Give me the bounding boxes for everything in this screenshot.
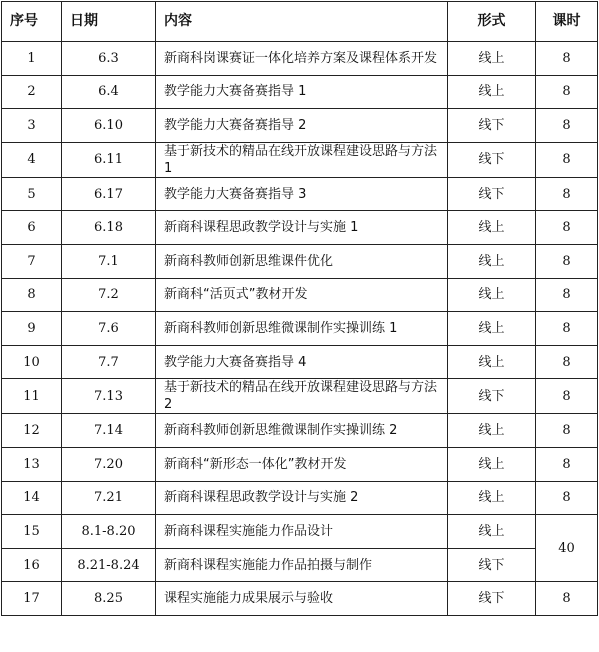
row-hours: 8 <box>536 42 598 76</box>
row-hours: 8 <box>536 312 598 346</box>
header-mode: 形式 <box>448 2 536 42</box>
row-date: 6.11 <box>62 142 156 177</box>
row-date: 8.1-8.20 <box>62 515 156 549</box>
row-date: 8.25 <box>62 582 156 616</box>
table-row <box>2 515 598 549</box>
row-number: 17 <box>2 582 62 616</box>
header-row <box>2 2 598 42</box>
row-date: 7.7 <box>62 345 156 379</box>
row-content: 新商科课程思政教学设计与实施 1 <box>156 211 448 245</box>
row-date: 7.14 <box>62 414 156 448</box>
row-content: 新商科课程实施能力作品拍摄与制作 <box>156 548 448 582</box>
row-hours: 8 <box>536 109 598 143</box>
row-date: 7.21 <box>62 481 156 515</box>
table-row <box>2 211 598 245</box>
row-number: 5 <box>2 177 62 211</box>
row-hours: 8 <box>536 379 598 414</box>
row-content: 新商科教师创新思维微课制作实操训练 2 <box>156 414 448 448</box>
row-content: 新商科课程实施能力作品设计 <box>156 515 448 549</box>
table-row <box>2 75 598 109</box>
row-mode: 线上 <box>448 42 536 76</box>
table-row <box>2 177 598 211</box>
row-mode: 线上 <box>448 278 536 312</box>
header-date: 日期 <box>62 2 156 42</box>
row-mode: 线上 <box>448 345 536 379</box>
row-content: 新商科课程思政教学设计与实施 2 <box>156 481 448 515</box>
row-content: 教学能力大赛备赛指导 2 <box>156 109 448 143</box>
row-hours: 8 <box>536 177 598 211</box>
table-row <box>2 379 598 414</box>
header-hours: 课时 <box>536 2 598 42</box>
table-row <box>2 109 598 143</box>
row-number: 2 <box>2 75 62 109</box>
row-number: 7 <box>2 244 62 278</box>
row-mode: 线下 <box>448 177 536 211</box>
row-mode: 线下 <box>448 142 536 177</box>
row-content: 新商科教师创新思维课件优化 <box>156 244 448 278</box>
table-row <box>2 582 598 616</box>
row-mode: 线上 <box>448 211 536 245</box>
row-number: 3 <box>2 109 62 143</box>
table-row <box>2 312 598 346</box>
table-row <box>2 278 598 312</box>
row-content: 新商科教师创新思维微课制作实操训练 1 <box>156 312 448 346</box>
table-row <box>2 42 598 76</box>
row-hours: 8 <box>536 278 598 312</box>
row-date: 6.18 <box>62 211 156 245</box>
row-hours: 8 <box>536 75 598 109</box>
row-hours: 8 <box>536 142 598 177</box>
row-number: 14 <box>2 481 62 515</box>
table-row <box>2 414 598 448</box>
row-date: 6.17 <box>62 177 156 211</box>
row-date: 7.2 <box>62 278 156 312</box>
row-hours: 8 <box>536 345 598 379</box>
row-mode: 线上 <box>448 447 536 481</box>
row-mode: 线上 <box>448 75 536 109</box>
row-content: 基于新技术的精品在线开放课程建设思路与方法 1 <box>156 142 448 177</box>
row-mode: 线上 <box>448 414 536 448</box>
row-number: 4 <box>2 142 62 177</box>
row-date: 6.10 <box>62 109 156 143</box>
row-hours: 8 <box>536 211 598 245</box>
row-number: 11 <box>2 379 62 414</box>
table-row <box>2 142 598 177</box>
row-mode: 线上 <box>448 515 536 549</box>
row-number: 15 <box>2 515 62 549</box>
row-content: 教学能力大赛备赛指导 1 <box>156 75 448 109</box>
table-row <box>2 481 598 515</box>
row-hours: 8 <box>536 414 598 448</box>
row-hours: 8 <box>536 582 598 616</box>
row-number: 12 <box>2 414 62 448</box>
row-mode: 线下 <box>448 582 536 616</box>
row-mode: 线上 <box>448 312 536 346</box>
table-row <box>2 345 598 379</box>
row-content: 课程实施能力成果展示与验收 <box>156 582 448 616</box>
row-content: 教学能力大赛备赛指导 3 <box>156 177 448 211</box>
row-mode: 线上 <box>448 244 536 278</box>
row-content: 新商科岗课赛证一体化培养方案及课程体系开发 <box>156 42 448 76</box>
row-content: 教学能力大赛备赛指导 4 <box>156 345 448 379</box>
row-number: 9 <box>2 312 62 346</box>
table-row <box>2 244 598 278</box>
row-mode: 线下 <box>448 379 536 414</box>
row-hours: 8 <box>536 447 598 481</box>
row-number: 10 <box>2 345 62 379</box>
row-content: 新商科“活页式”教材开发 <box>156 278 448 312</box>
row-date: 6.3 <box>62 42 156 76</box>
row-number: 13 <box>2 447 62 481</box>
row-hours: 8 <box>536 244 598 278</box>
row-date: 7.13 <box>62 379 156 414</box>
header-num: 序号 <box>2 2 62 42</box>
row-date: 7.20 <box>62 447 156 481</box>
row-mode: 线上 <box>448 481 536 515</box>
row-content: 基于新技术的精品在线开放课程建设思路与方法 2 <box>156 379 448 414</box>
row-number: 1 <box>2 42 62 76</box>
table-row <box>2 548 598 582</box>
row-hours-merged: 40 <box>536 515 598 582</box>
row-number: 6 <box>2 211 62 245</box>
row-date: 7.1 <box>62 244 156 278</box>
row-number: 8 <box>2 278 62 312</box>
row-mode: 线下 <box>448 109 536 143</box>
table-row <box>2 447 598 481</box>
row-mode: 线下 <box>448 548 536 582</box>
schedule-table <box>1 1 598 616</box>
header-content: 内容 <box>156 2 448 42</box>
row-content: 新商科“新形态一体化”教材开发 <box>156 447 448 481</box>
row-date: 8.21-8.24 <box>62 548 156 582</box>
row-number: 16 <box>2 548 62 582</box>
table-body <box>2 42 598 616</box>
row-hours: 8 <box>536 481 598 515</box>
row-date: 6.4 <box>62 75 156 109</box>
row-date: 7.6 <box>62 312 156 346</box>
